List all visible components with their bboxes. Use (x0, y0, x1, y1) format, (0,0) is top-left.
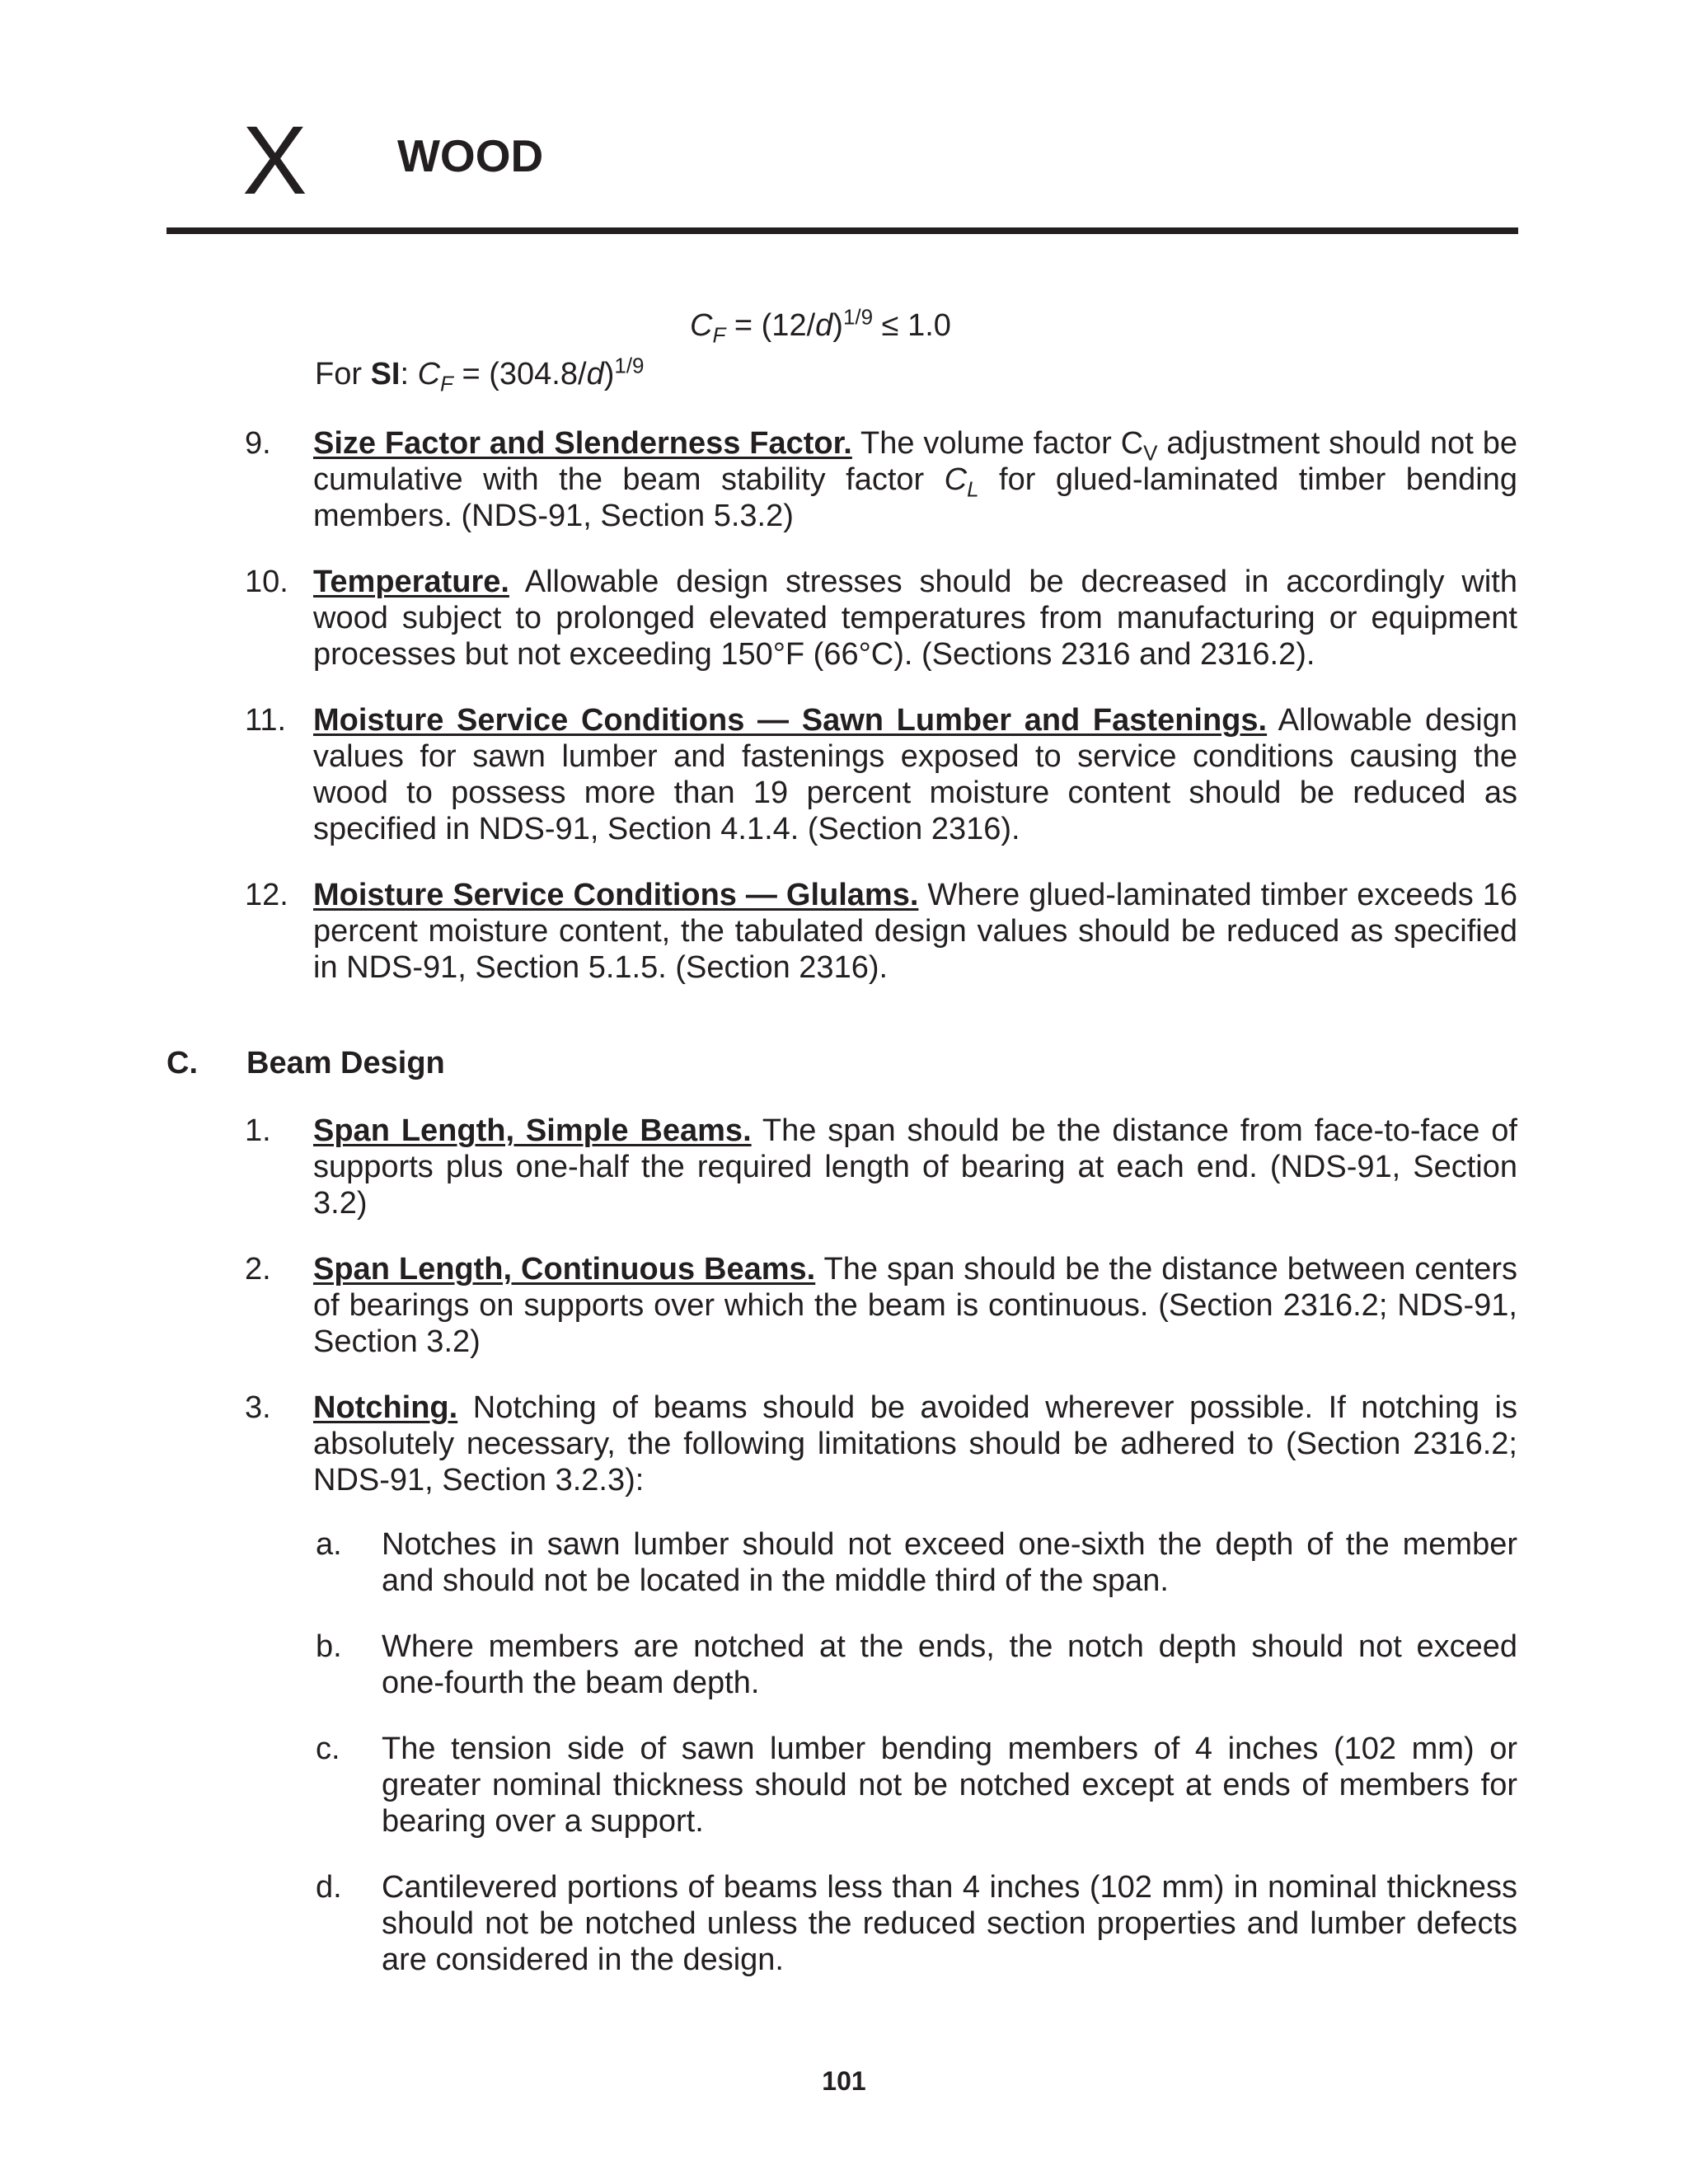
list-item-text: for glued-laminated timber bending members. (NDS-91, Section 5.3.2) (313, 462, 1517, 533)
list-item-c3 (245, 1390, 1517, 1498)
formula-si-colon: : (400, 357, 418, 391)
formula-cf-text2: ) (832, 308, 843, 343)
list-item-text: Notching of beams should be avoided wherever possible. If notching is absolutely necessary, the following limitations should be adhered to (Section 2316.2; NDS-91, Section 3.2.3): (313, 1390, 1517, 1497)
list-item-number: 10. (245, 565, 288, 599)
list-item-lead: Span Length, Continuous Beams. (313, 1252, 816, 1286)
list-item-c1 (245, 1113, 1517, 1221)
section-title: Beam Design (246, 1046, 445, 1080)
formula-cf-text1: = (12/ (725, 308, 816, 343)
list-item-text: adjustment should not be cumulative with the beam stability factor (313, 426, 1517, 497)
list-item-body (313, 702, 1517, 847)
list-item-lead: Moisture Service Conditions — Glulams. (313, 878, 919, 912)
list-item-11 (245, 702, 1517, 847)
formula-si-prefix: For (315, 357, 371, 391)
sub-item-letter: d. (316, 1870, 342, 1905)
formula-cf-text3: ≤ 1.0 (873, 308, 951, 343)
chapter-title: WOOD (397, 130, 544, 181)
subscript-l: L (967, 476, 979, 502)
chapter-header (166, 104, 1518, 236)
list-item-lead: Notching. (313, 1390, 458, 1425)
list-item-lead: Span Length, Simple Beams. (313, 1113, 752, 1148)
sub-item-a (316, 1526, 1517, 1599)
list-item-number: 11. (245, 703, 287, 738)
list-item-9 (245, 425, 1517, 534)
sub-item-letter: c. (316, 1732, 340, 1766)
sub-item-d (316, 1869, 1517, 1978)
sub-item-b (316, 1629, 1517, 1701)
page-number: 101 (822, 2066, 866, 2096)
list-item-body (313, 877, 1517, 986)
sub-item-body: The tension side of sawn lumber bending members of 4 inches (102 mm) or greater nominal thickness should not be notched except at ends of members for bearing over a support. (382, 1732, 1517, 1839)
sub-item-letter: b. (316, 1629, 342, 1664)
subscript-v: V (1143, 440, 1158, 466)
formula-cf (690, 304, 951, 348)
list-item-body (313, 425, 1517, 534)
list-item-lead: Size Factor and Slenderness Factor. (313, 426, 852, 461)
sub-item-body: Cantilevered portions of beams less than 4 inches (102 mm) in nominal thickness should not be notched unless the reduced section properties and lumber defects are considered in the design. (382, 1870, 1517, 1977)
list-item-12 (245, 877, 1517, 986)
list-item-10 (245, 564, 1517, 673)
formula-si-text1: = (304.8/ (452, 357, 587, 391)
list-item-text: The volume factor C (851, 426, 1144, 461)
sub-item-c (316, 1731, 1517, 1840)
formula-si-sub: F (440, 371, 453, 396)
formula-cf-si (315, 353, 645, 396)
list-item-text: Allowable design values for sawn lumber and fastenings exposed to service conditions causing the wood to possess more than 19 percent moisture content should be reduced as specified in NDS-91, Section 4.1.4. (Section 2316). (313, 703, 1517, 846)
sub-item-body: Where members are notched at the ends, the notch depth should not exceed one-fourth the beam depth. (382, 1629, 1517, 1700)
list-item-number: 9. (245, 426, 271, 461)
header-rule (166, 227, 1518, 234)
list-item-lead: Moisture Service Conditions — Sawn Lumber and Fastenings. (313, 703, 1268, 738)
list-item-text: The span should be the distance between centers of bearings on supports over which the beam is continuous. (Section 2316.2; NDS-91, Section 3.2) (313, 1252, 1517, 1359)
var-c: C (944, 462, 968, 497)
list-item-text: Where glued-laminated timber exceeds 16 percent moisture content, the tabulated design values should be reduced as specified in NDS-91, Section 5.1.5. (Section 2316). (313, 878, 1517, 985)
formula-cf-var: C (690, 308, 713, 343)
sub-item-letter: a. (316, 1527, 342, 1562)
list-item-body (313, 1390, 1517, 1498)
list-item-number: 1. (245, 1113, 271, 1148)
list-item-text: The span should be the distance from face-to-face of supports plus one-half the required length of bearing at each end. (NDS-91, Section 3.2) (313, 1113, 1517, 1221)
formula-si-exp: 1/9 (614, 353, 645, 378)
formula-si-var: C (417, 357, 441, 391)
formula-cf-exp: 1/9 (842, 304, 874, 330)
formula-si-label: SI (370, 357, 401, 391)
list-item-body (313, 564, 1517, 673)
formula-si-d: d (586, 357, 604, 391)
section-letter: C. (166, 1046, 198, 1080)
list-item-number: 3. (245, 1390, 271, 1425)
chapter-numeral: X (242, 106, 307, 215)
formula-cf-d: d (815, 308, 833, 343)
formula-si-text2: ) (603, 357, 615, 391)
list-item-body (313, 1113, 1517, 1221)
list-item-c2 (245, 1251, 1517, 1360)
list-item-body (313, 1251, 1517, 1360)
list-item-number: 12. (245, 878, 288, 912)
sub-item-body: Notches in sawn lumber should not exceed one-sixth the depth of the member and should not be located in the middle third of the span. (382, 1527, 1517, 1598)
list-item-text: Allowable design stresses should be decreased in accordingly with wood subject to prolonged elevated temperatures from manufacturing or equipment processes but not exceeding 150°F (66°C). (Sections 2316 and 2316.2). (313, 565, 1517, 672)
formula-cf-sub: F (712, 322, 726, 348)
list-item-lead: Temperature. (313, 565, 509, 599)
list-item-number: 2. (245, 1252, 271, 1286)
